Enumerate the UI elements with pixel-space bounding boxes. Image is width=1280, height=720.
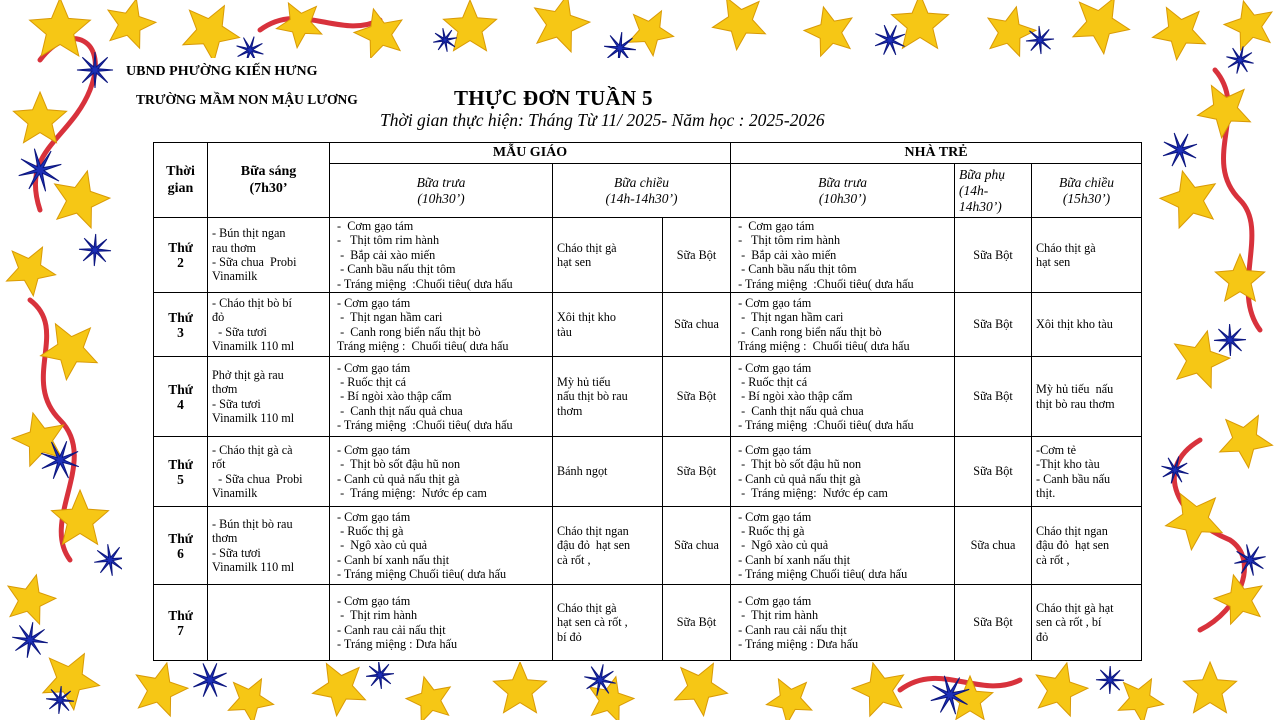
menu-line: - Ruốc thịt cá <box>334 374 407 389</box>
menu-line: Thứ <box>168 309 193 325</box>
header-time: Thời gian <box>154 143 208 218</box>
yellow-star-icon <box>41 324 98 380</box>
yellow-star-icon <box>1166 494 1223 550</box>
menu-line: - Tráng miệng Chuối tiêu( dưa hấu <box>334 567 507 582</box>
yellow-star-icon <box>228 679 273 720</box>
mg-snack-cell: Sữa Bột <box>663 357 731 437</box>
menu-line: -Cơm tẻ <box>1036 442 1076 457</box>
menu-line: - Thịt rim hành <box>334 608 418 623</box>
blue-star-icon <box>875 25 905 55</box>
nt-afternoon-cell <box>1032 437 1142 507</box>
menu-line: 2 <box>177 255 184 271</box>
menu-line: - Tráng miệng :Chuối tiêu( dưa hấu <box>735 276 914 291</box>
menu-line: đậu đỏ hạt sen <box>1036 538 1110 553</box>
yellow-star-icon <box>406 677 450 720</box>
menu-line: - Bí ngòi xào thập cẩm <box>735 389 853 404</box>
menu-line: - Ruốc thịt cá <box>735 374 808 389</box>
menu-line: - Canh củ quả nấu thịt gà <box>334 471 460 486</box>
yellow-star-icon <box>108 0 156 48</box>
menu-line: 7 <box>177 622 184 638</box>
organization-name: UBND PHƯỜNG KIẾN HƯNG <box>126 64 318 79</box>
menu-line: Vinamilk 110 ml <box>212 410 295 425</box>
menu-line: - Ruốc thị gà <box>334 523 404 538</box>
nt-lunch-cell <box>731 437 955 507</box>
menu-line: thơm <box>212 382 238 397</box>
menu-line: - Sữa chua Probi <box>212 255 297 270</box>
day-label <box>154 293 208 357</box>
menu-line: - Tráng miệng : Dưa hấu <box>735 636 859 651</box>
menu-row-day <box>154 507 1142 585</box>
yellow-star-icon <box>55 171 110 228</box>
menu-line: - Thịt rim hành <box>735 608 819 623</box>
nt-afternoon-cell <box>1032 585 1142 661</box>
page-title: THỰC ĐƠN TUẦN 5 <box>454 86 653 110</box>
menu-line: cà rốt , <box>557 552 591 567</box>
header-mg-afternoon: Bữa chiều (14h-14h30’) <box>553 164 731 218</box>
yellow-star-icon <box>1215 254 1264 301</box>
yellow-star-icon <box>713 0 766 50</box>
menu-line: 4 <box>177 396 184 412</box>
day-label <box>154 507 208 585</box>
menu-line: thịt bò rau thơm <box>1036 396 1115 411</box>
menu-line: nấu thịt bò rau <box>557 389 628 404</box>
page-subtitle: Thời gian thực hiện: Tháng Từ 11/ 2025- Năm học : 2025-2026 <box>380 110 825 130</box>
yellow-star-icon <box>1153 8 1206 60</box>
menu-line: - Cơm gạo tám <box>334 360 411 375</box>
nt-snack-cell: Sữa chua <box>955 507 1032 585</box>
menu-line: đỏ <box>212 310 225 325</box>
yellow-star-icon <box>1220 415 1273 467</box>
blue-star-icon <box>1214 324 1246 356</box>
menu-line: - Canh rong biển nấu thịt bò <box>735 324 882 339</box>
mg-lunch-cell <box>330 293 553 357</box>
nt-snack-cell: Sữa Bột <box>955 218 1032 293</box>
breakfast-cell <box>208 585 330 661</box>
menu-line: - Cơm gạo tám <box>735 593 812 608</box>
menu-line: 5 <box>177 471 184 487</box>
breakfast-cell <box>208 437 330 507</box>
blue-star-icon <box>433 28 457 52</box>
menu-line: Thứ <box>168 456 193 472</box>
yellow-star-icon <box>30 0 91 56</box>
day-label <box>154 437 208 507</box>
breakfast-cell <box>208 357 330 437</box>
yellow-star-icon <box>443 0 496 51</box>
menu-row-day <box>154 437 1142 507</box>
menu-line: - Cơm gạo tám <box>735 442 812 457</box>
menu-line: - Tráng miệng :Chuối tiêu( dưa hấu <box>334 418 513 433</box>
nt-lunch-cell <box>731 218 955 293</box>
header-nt-snack: Bữa phụ (14h- 14h30’) <box>955 164 1032 218</box>
yellow-star-icon <box>892 0 949 48</box>
menu-line: - Bí ngòi xào thập cẩm <box>334 389 452 404</box>
menu-line: - Canh bí xanh nấu thịt <box>735 552 851 567</box>
menu-line: Xôi thịt kho <box>557 310 616 325</box>
yellow-star-icon <box>1183 662 1236 713</box>
menu-line: sen cà rốt , bí <box>1036 615 1102 630</box>
menu-line: - Cơm gạo tám <box>735 219 815 233</box>
yellow-star-icon <box>675 663 728 715</box>
mg-snack-cell: Sữa chua <box>663 507 731 585</box>
nt-snack-cell: Sữa Bột <box>955 357 1032 437</box>
menu-line: - Cháo thịt gà cà <box>212 442 293 457</box>
weekly-menu-table <box>153 142 1142 661</box>
menu-line: - Canh thịt nấu quả chua <box>334 403 463 418</box>
menu-row-day <box>154 585 1142 661</box>
mg-lunch-cell <box>330 357 553 437</box>
menu-line: hạt sen cà rốt , <box>557 615 628 630</box>
menu-line: Xôi thịt kho tàu <box>1036 317 1113 332</box>
menu-line: - Ruốc thị gà <box>735 523 805 538</box>
header-nt-lunch: Bữa trưa (10h30’) <box>731 164 955 218</box>
menu-line: Cháo thịt ngan <box>557 523 629 538</box>
menu-line: đỏ <box>1036 629 1049 644</box>
menu-line: Vinamilk <box>212 485 258 500</box>
menu-line: Tráng miệng : Chuối tiêu( dưa hấu <box>735 338 910 353</box>
menu-line: - Bún thịt bò rau <box>212 516 293 531</box>
menu-line: - Sữa tươi <box>212 545 261 560</box>
menu-line: - Tráng miệng: Nước ép cam <box>334 485 487 500</box>
blue-star-icon <box>1226 46 1253 73</box>
mg-afternoon-cell <box>553 293 663 357</box>
header-mau-giao: MẪU GIÁO <box>330 143 731 164</box>
menu-line: cà rốt , <box>1036 552 1070 567</box>
mg-snack-cell: Sữa Bột <box>663 218 731 293</box>
menu-line: Bánh ngọt <box>557 464 608 479</box>
day-label <box>154 585 208 661</box>
menu-row-day <box>154 293 1142 357</box>
menu-line: Vinamilk <box>212 269 258 284</box>
menu-line: - Cơm gạo tám <box>334 593 411 608</box>
yellow-star-icon <box>136 663 188 716</box>
mg-afternoon-cell <box>553 357 663 437</box>
breakfast-cell <box>208 218 330 293</box>
header-nha-tre: NHÀ TRẺ <box>731 143 1142 164</box>
menu-line: thơm <box>212 531 238 546</box>
blue-star-icon <box>12 622 48 658</box>
menu-line: - Canh bầu nấu <box>1036 471 1111 486</box>
breakfast-cell <box>208 293 330 357</box>
header-breakfast: Bữa sáng (7h30’ <box>208 143 330 218</box>
menu-row-day <box>154 218 1142 293</box>
menu-line: - Thịt tôm rim hành <box>735 233 841 248</box>
nt-lunch-cell <box>731 357 955 437</box>
yellow-star-icon <box>493 662 546 713</box>
menu-line: - Cơm gạo tám <box>334 442 411 457</box>
menu-line: - Sữa tươi <box>212 324 267 339</box>
menu-line: - Sữa chua Probi <box>212 471 303 486</box>
nt-afternoon-cell <box>1032 218 1142 293</box>
header-nt-afternoon: Bữa chiều (15h30’) <box>1032 164 1142 218</box>
menu-line: hạt sen <box>1036 255 1071 270</box>
menu-line: - Bắp cải xào miến <box>334 247 436 262</box>
menu-line: Vinamilk 110 ml <box>212 338 295 353</box>
menu-line: - Cơm gạo tám <box>735 509 812 524</box>
menu-line: - Ngô xào củ quả <box>735 538 829 553</box>
nt-lunch-cell <box>731 293 955 357</box>
yellow-star-icon <box>1118 679 1163 720</box>
menu-line: thịt. <box>1036 485 1056 500</box>
day-label <box>154 218 208 293</box>
menu-line: - Canh thịt nấu quả chua <box>735 403 864 418</box>
school-name: TRƯỜNG MẦM NON MẬU LƯƠNG <box>136 92 358 107</box>
menu-line: - Tráng miệng: Nước ép cam <box>735 485 888 500</box>
menu-line: Cháo thịt gà hạt <box>1036 600 1114 615</box>
mg-lunch-cell <box>330 585 553 661</box>
menu-line: rau thơm <box>212 240 257 255</box>
menu-line: Cháo thịt gà <box>557 240 617 255</box>
menu-line: - Sữa tươi <box>212 396 261 411</box>
table-group-header-row <box>154 143 1142 164</box>
yellow-star-icon <box>535 0 590 52</box>
yellow-star-icon <box>1198 86 1251 138</box>
nt-lunch-cell <box>731 507 955 585</box>
menu-line: Mỳ hủ tiếu <box>557 374 611 389</box>
mg-afternoon-cell <box>553 437 663 507</box>
menu-line: - Thịt ngan hầm cari <box>334 310 443 325</box>
yellow-star-icon <box>7 247 56 296</box>
ribbon-decoration <box>900 678 1020 690</box>
nt-afternoon-cell <box>1032 293 1142 357</box>
nt-afternoon-cell <box>1032 507 1142 585</box>
menu-line: - Tráng miệng :Chuối tiêu( dưa hấu <box>735 418 914 433</box>
menu-line: Cháo thịt gà <box>557 600 617 615</box>
nt-snack-cell: Sữa Bột <box>955 585 1032 661</box>
mg-lunch-cell <box>330 507 553 585</box>
menu-line: bí đỏ <box>557 629 582 644</box>
menu-line: - Canh bí xanh nấu thịt <box>334 552 450 567</box>
nt-snack-cell: Sữa Bột <box>955 437 1032 507</box>
menu-line: - Canh rau cải nấu thịt <box>334 622 446 637</box>
yellow-star-icon <box>276 3 321 48</box>
yellow-star-icon <box>852 663 904 716</box>
nt-snack-cell: Sữa Bột <box>955 293 1032 357</box>
mg-afternoon-cell <box>553 218 663 293</box>
menu-line: 3 <box>177 324 184 340</box>
blue-star-icon <box>77 52 113 88</box>
menu-line: Tráng miệng : Chuối tiêu( dưa hấu <box>334 338 509 353</box>
menu-line: - Tráng miệng : Dưa hấu <box>334 636 458 651</box>
yellow-star-icon <box>8 575 56 624</box>
blue-star-icon <box>366 661 394 689</box>
yellow-star-icon <box>313 664 366 716</box>
menu-line: - Cơm gạo tám <box>334 219 414 233</box>
menu-line: - Thịt bò sốt đậu hũ non <box>735 457 862 472</box>
menu-line: Phở thịt gà rau <box>212 367 284 382</box>
breakfast-cell <box>208 507 330 585</box>
menu-line: - Thịt tôm rim hành <box>334 233 440 248</box>
mg-lunch-cell <box>330 218 553 293</box>
blue-star-icon <box>1163 133 1197 167</box>
menu-line: - Thịt bò sốt đậu hũ non <box>334 457 461 472</box>
menu-line: Cháo thịt gà <box>1036 240 1096 255</box>
menu-line: Thứ <box>168 381 193 397</box>
yellow-star-icon <box>183 6 240 62</box>
yellow-star-icon <box>354 9 402 58</box>
menu-line: Cháo thịt ngan <box>1036 523 1108 538</box>
menu-line: Thứ <box>168 530 193 546</box>
yellow-star-icon <box>1036 663 1088 716</box>
menu-line: - Cơm gạo tám <box>735 295 812 310</box>
menu-line: Vinamilk 110 ml <box>212 559 295 574</box>
menu-line: - Canh bầu nấu thịt tôm <box>334 262 456 277</box>
yellow-star-icon <box>988 7 1036 56</box>
blue-star-icon <box>79 234 111 266</box>
menu-line: - Canh rau cải nấu thịt <box>735 622 847 637</box>
day-label <box>154 357 208 437</box>
menu-line: - Canh bầu nấu thịt tôm <box>735 262 857 277</box>
menu-line: thơm <box>557 403 583 418</box>
menu-line: hạt sen <box>557 255 592 270</box>
menu-line: Thứ <box>168 607 193 623</box>
menu-row-day <box>154 357 1142 437</box>
header-mg-lunch: Bữa trưa (10h30’) <box>330 164 553 218</box>
menu-line: - Canh rong biển nấu thịt bò <box>334 324 481 339</box>
menu-line: Mỳ hủ tiếu nấu <box>1036 382 1114 397</box>
menu-line: - Tráng miệng Chuối tiêu( dưa hấu <box>735 567 908 582</box>
menu-line: đậu đỏ hạt sen <box>557 538 631 553</box>
menu-line: - Thịt ngan hầm cari <box>735 310 844 325</box>
mg-afternoon-cell <box>553 507 663 585</box>
mg-lunch-cell <box>330 437 553 507</box>
menu-line: 6 <box>177 545 184 561</box>
menu-line: - Cơm gạo tám <box>735 360 812 375</box>
menu-line: - Tráng miệng :Chuối tiêu( dưa hấu <box>334 276 513 291</box>
blue-star-icon <box>193 663 226 696</box>
blue-star-icon <box>1096 666 1124 694</box>
menu-line: tàu <box>557 324 572 339</box>
menu-line: - Bắp cải xào miến <box>735 247 837 262</box>
menu-line: - Canh củ quả nấu thịt gà <box>735 471 861 486</box>
menu-line: - Bún thịt ngan <box>212 226 286 241</box>
yellow-star-icon <box>804 7 852 56</box>
menu-line: - Cháo thịt bò bí <box>212 295 292 310</box>
yellow-star-icon <box>1160 171 1215 228</box>
nt-afternoon-cell <box>1032 357 1142 437</box>
yellow-star-icon <box>766 679 811 720</box>
menu-line: - Cơm gạo tám <box>334 509 411 524</box>
menu-line: - Cơm gạo tám <box>334 295 411 310</box>
menu-line: -Thịt kho tàu <box>1036 457 1100 472</box>
mg-afternoon-cell <box>553 585 663 661</box>
nt-lunch-cell <box>731 585 955 661</box>
yellow-star-icon <box>1224 1 1272 50</box>
menu-line: rốt <box>212 457 226 472</box>
mg-snack-cell: Sữa Bột <box>663 437 731 507</box>
mg-snack-cell: Sữa chua <box>663 293 731 357</box>
yellow-star-icon <box>1073 0 1130 54</box>
mg-snack-cell: Sữa Bột <box>663 585 731 661</box>
menu-line: - Ngô xào củ quả <box>334 538 428 553</box>
menu-line: Thứ <box>168 240 193 256</box>
yellow-star-icon <box>628 11 673 56</box>
